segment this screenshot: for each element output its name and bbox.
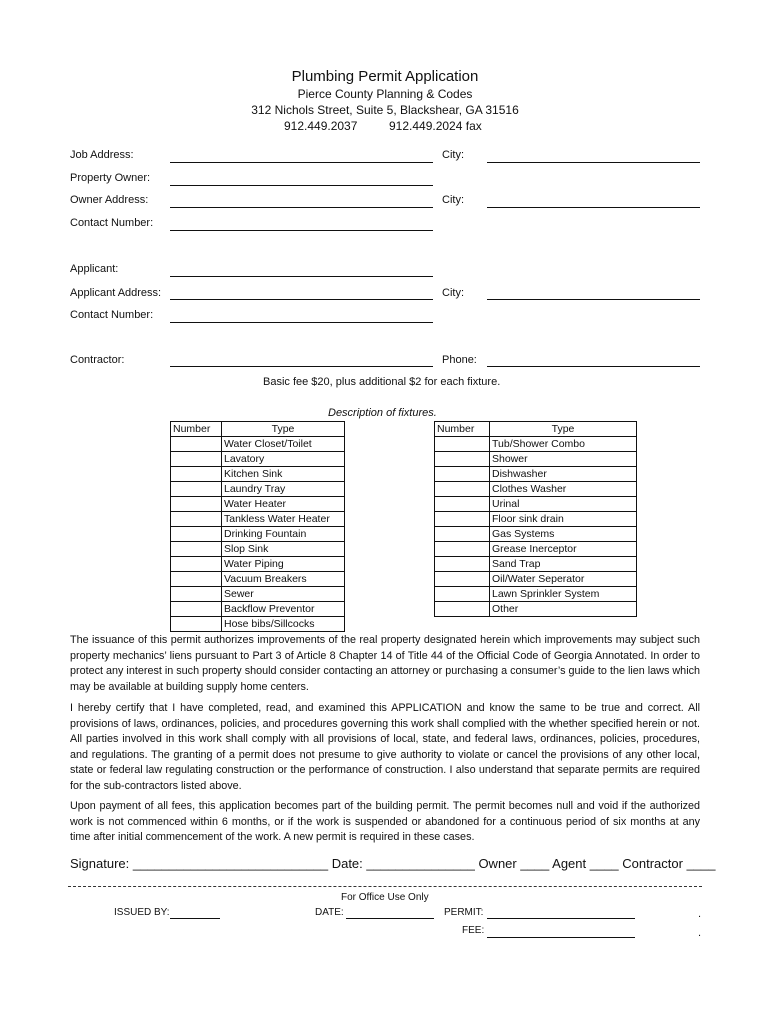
fixture-row	[435, 557, 637, 572]
fixture-row	[171, 482, 345, 497]
fixture-row	[435, 527, 637, 542]
fixture-row	[435, 467, 637, 482]
fixture-count-cell[interactable]	[171, 617, 222, 632]
fixture-count-cell[interactable]	[435, 512, 490, 527]
fixture-count-cell[interactable]	[171, 467, 222, 482]
owner-address-label: Owner Address:	[70, 194, 149, 206]
fixture-row	[171, 512, 345, 527]
office-date-field[interactable]	[346, 918, 434, 919]
number-column-header: Number	[171, 422, 222, 437]
fixture-row	[435, 587, 637, 602]
phone-number: 912.449.2037	[284, 119, 358, 133]
basic-fee-note: Basic fee $20, plus additional $2 for each fixture.	[263, 376, 501, 388]
job-address-field[interactable]	[170, 162, 433, 163]
office-use-divider	[68, 886, 702, 887]
applicant-field[interactable]	[170, 276, 433, 277]
permit-trailing-dot: .	[698, 908, 702, 920]
type-column-header: Type	[490, 422, 637, 437]
fixture-count-cell[interactable]	[435, 482, 490, 497]
lien-notice-paragraph: The issuance of this permit authorizes improvements of the real property designated herein which improvements may subject such property mechanics’ liens pursuant to Part 3 of Article 8 Chapter 14 of Title 44 of the Official Code of Georgia Annotated. In order to protect any interest in such property should consider contacting an attorney or purchasing a consumer’s guide to the lien laws which may be available at building supply home centers.	[70, 634, 700, 693]
fixture-type-cell: Water Piping	[222, 557, 345, 572]
fixture-row	[435, 452, 637, 467]
office-address: 312 Nichols Street, Suite 5, Blackshear, GA 31516	[251, 103, 519, 117]
fixture-count-cell[interactable]	[435, 452, 490, 467]
fixture-type-cell: Sewer	[222, 587, 345, 602]
fixture-count-cell[interactable]	[435, 437, 490, 452]
fixtures-table-right	[434, 421, 637, 617]
signature-line[interactable]: Signature: ___________________________ Date: _______________ Owner ____ Agent ____ Contractor ____	[70, 856, 716, 871]
applicant-contact-label: Contact Number:	[70, 309, 154, 321]
contractor-field[interactable]	[170, 366, 433, 367]
owner-city-label: City:	[442, 194, 464, 206]
applicant-address-field[interactable]	[170, 299, 433, 300]
fixture-type-cell: Floor sink drain	[490, 512, 637, 527]
fixture-count-cell[interactable]	[171, 497, 222, 512]
fax-number: 912.449.2024 fax	[389, 119, 482, 133]
fixture-count-cell[interactable]	[435, 602, 490, 617]
permit-label: PERMIT:	[444, 907, 484, 918]
fixture-row	[171, 602, 345, 617]
fixture-row	[435, 497, 637, 512]
fixture-row	[171, 587, 345, 602]
owner-city-field[interactable]	[487, 207, 700, 208]
fixture-type-cell: Oil/Water Seperator	[490, 572, 637, 587]
fixture-type-cell: Other	[490, 602, 637, 617]
fee-label: FEE:	[462, 925, 485, 936]
contractor-phone-label: Phone:	[442, 354, 477, 366]
fixture-type-cell: Lawn Sprinkler System	[490, 587, 637, 602]
office-date-label: DATE:	[315, 907, 344, 918]
fixture-type-cell: Slop Sink	[222, 542, 345, 557]
fixture-count-cell[interactable]	[435, 527, 490, 542]
applicant-address-label: Applicant Address:	[70, 287, 162, 299]
fixture-type-cell: Gas Systems	[490, 527, 637, 542]
type-column-header: Type	[222, 422, 345, 437]
fixture-count-cell[interactable]	[435, 497, 490, 512]
job-address-label: Job Address:	[70, 149, 134, 161]
owner-address-field[interactable]	[170, 207, 433, 208]
property-owner-label: Property Owner:	[70, 172, 151, 184]
fixture-row	[171, 437, 345, 452]
certification-paragraph: I hereby certify that I have completed, read, and examined this APPLICATION and know the same to be true and correct. All provisions of laws, ordinances, policies, and procedures governing this work shall complied with the whether specified herein or not. All parties involved in this work shall comply with all provisions of local, state, and federal laws, ordinances, policies, procedures, and regulations. The granting of a permit does not presume to give authority to violate or cancel the provisions of any other local, state or federal law regulating construction or the performance of construction. I also understand that separate permits are required for the sub-contractors listed above.	[70, 702, 700, 792]
page-title: Plumbing Permit Application	[291, 68, 479, 85]
fixture-row	[435, 572, 637, 587]
fixture-count-cell[interactable]	[171, 602, 222, 617]
fee-field[interactable]	[487, 937, 635, 938]
fixture-count-cell[interactable]	[435, 542, 490, 557]
number-column-header: Number	[435, 422, 490, 437]
owner-contact-field[interactable]	[170, 230, 433, 231]
fixture-row	[435, 437, 637, 452]
fixture-row	[435, 542, 637, 557]
fixture-row	[435, 512, 637, 527]
fixture-type-cell: Drinking Fountain	[222, 527, 345, 542]
fixture-type-cell: Backflow Preventor	[222, 602, 345, 617]
fixture-count-cell[interactable]	[171, 512, 222, 527]
applicant-label: Applicant:	[70, 263, 119, 275]
fixture-row	[171, 452, 345, 467]
job-city-label: City:	[442, 149, 464, 161]
owner-contact-label: Contact Number:	[70, 217, 154, 229]
contractor-phone-field[interactable]	[487, 366, 700, 367]
property-owner-field[interactable]	[170, 185, 433, 186]
fixture-row	[171, 572, 345, 587]
issued-by-label: ISSUED BY:	[114, 907, 170, 918]
fixture-count-cell[interactable]	[435, 572, 490, 587]
fee-trailing-dot: .	[698, 927, 702, 939]
fixture-count-cell[interactable]	[171, 482, 222, 497]
fixture-type-cell: Grease Inerceptor	[490, 542, 637, 557]
fixture-type-cell: Vacuum Breakers	[222, 572, 345, 587]
fixture-row	[171, 557, 345, 572]
fixture-count-cell[interactable]	[171, 437, 222, 452]
permit-field[interactable]	[487, 918, 635, 919]
contractor-label: Contractor:	[70, 354, 125, 366]
fixture-type-cell: Dishwasher	[490, 467, 637, 482]
issued-by-field[interactable]	[170, 918, 220, 919]
fixture-type-cell: Lavatory	[222, 452, 345, 467]
fixture-count-cell[interactable]	[435, 557, 490, 572]
fixture-type-cell: Water Closet/Toilet	[222, 437, 345, 452]
fixture-type-cell: Water Heater	[222, 497, 345, 512]
fixtures-description-title: Description of fixtures.	[328, 407, 437, 419]
job-city-field[interactable]	[487, 162, 700, 163]
fixture-row	[171, 617, 345, 632]
fixture-type-cell: Kitchen Sink	[222, 467, 345, 482]
applicant-contact-field[interactable]	[170, 322, 433, 323]
fixture-row	[171, 467, 345, 482]
fixture-row	[435, 482, 637, 497]
fixture-row	[171, 527, 345, 542]
fixture-row	[435, 602, 637, 617]
fixture-type-cell: Clothes Washer	[490, 482, 637, 497]
office-use-title: For Office Use Only	[341, 892, 429, 903]
fixture-type-cell: Shower	[490, 452, 637, 467]
fixture-type-cell: Sand Trap	[490, 557, 637, 572]
applicant-city-label: City:	[442, 287, 464, 299]
fixture-count-cell[interactable]	[171, 527, 222, 542]
fixture-count-cell[interactable]	[435, 587, 490, 602]
payment-terms-paragraph: Upon payment of all fees, this application becomes part of the building permit. The permit becomes null and void if the authorized work is not commenced within 6 months, or if the work is suspended or abandoned for a continuous period of six months at any time after initial commencement of the work. A new permit is required in these cases.	[70, 800, 700, 844]
fixture-count-cell[interactable]	[171, 452, 222, 467]
fixtures-table-left	[170, 421, 345, 632]
fixture-type-cell: Laundry Tray	[222, 482, 345, 497]
fixture-row	[171, 497, 345, 512]
fixture-count-cell[interactable]	[171, 557, 222, 572]
applicant-city-field[interactable]	[487, 299, 700, 300]
fixture-type-cell: Tankless Water Heater	[222, 512, 345, 527]
fixture-count-cell[interactable]	[171, 572, 222, 587]
fixture-count-cell[interactable]	[171, 587, 222, 602]
department-name: Pierce County Planning & Codes	[297, 87, 473, 101]
fixture-count-cell[interactable]	[435, 467, 490, 482]
fixture-type-cell: Urinal	[490, 497, 637, 512]
fixture-type-cell: Hose bibs/Sillcocks	[222, 617, 345, 632]
fixture-type-cell: Tub/Shower Combo	[490, 437, 637, 452]
fixture-count-cell[interactable]	[171, 542, 222, 557]
fixture-row	[171, 542, 345, 557]
